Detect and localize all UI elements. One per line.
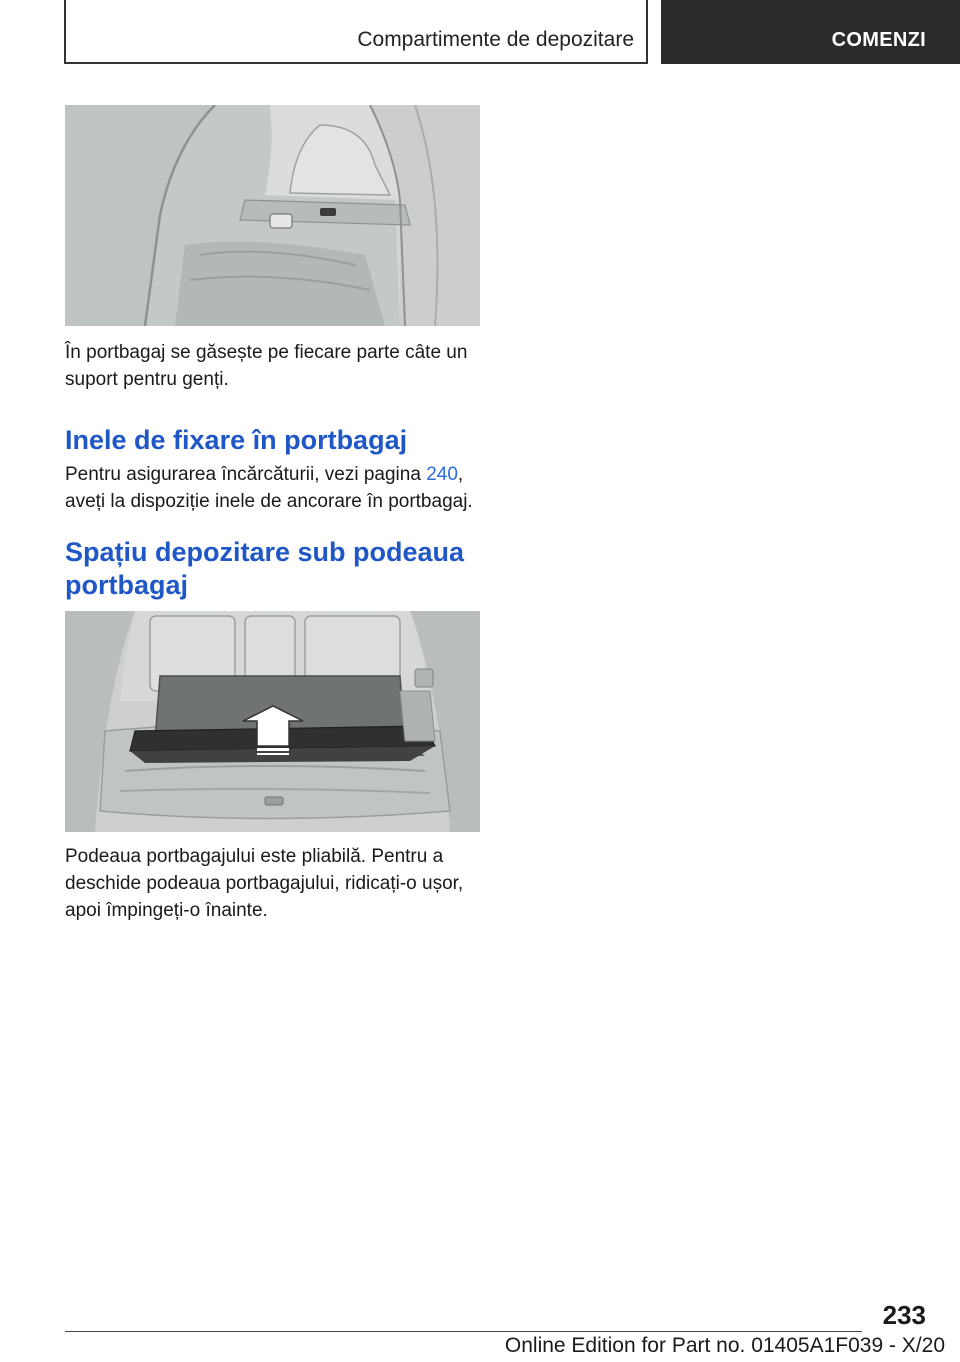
paragraph-bag-holder: În portbagaj se găsește pe fiecare parte câte un suport pentru genți.: [65, 342, 468, 390]
trunk-side-illustration: [65, 105, 480, 326]
paragraph-text-after-link: , aveți la dispoziție inele de ancorare în portbagaj.: [65, 464, 473, 512]
chapter-tab-label: COMENZI: [831, 29, 926, 51]
paragraph-tie-down-rings: [65, 461, 485, 515]
footer-divider: [65, 1331, 862, 1332]
section-title: Compartimente de depozitare: [357, 28, 634, 51]
heading-underfloor-storage: Spațiu depozitare sub podeaua portbagaj: [65, 537, 465, 600]
page-number: 233: [882, 1300, 926, 1330]
heading-tie-down-rings: Inele de fixare în portbagaj: [65, 425, 408, 455]
paragraph-folding-floor: Podeaua portbagajului este pliabilă. Pentru a deschide podeaua portbagajului, ridicați-o ușor, apoi împingeți-o înainte.: [65, 846, 464, 921]
header-frame: [64, 0, 648, 64]
chapter-tab[interactable]: [661, 0, 960, 64]
footer-edition-text: Online Edition for Part no. 01405A1F039 - X/20: [504, 1334, 945, 1357]
trunk-floor-illustration: [65, 611, 480, 832]
page-reference-link[interactable]: 240: [426, 464, 458, 485]
paragraph-text-before-link: Pentru asigurarea încărcăturii, vezi pagina: [65, 464, 427, 485]
